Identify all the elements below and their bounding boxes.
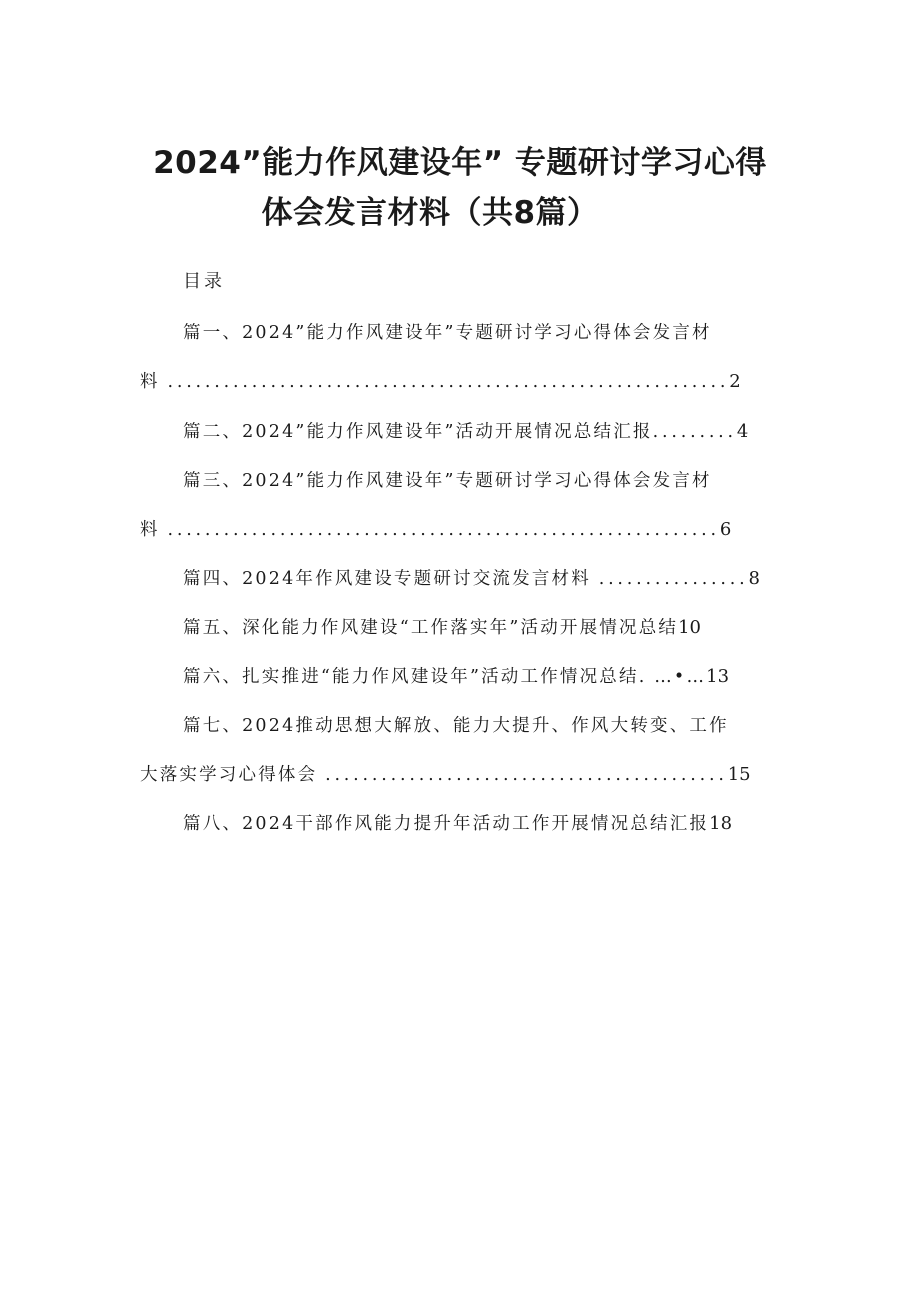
toc-entry-7-text: 大落实学习心得体会: [140, 765, 318, 785]
toc-entry-2-page: 4: [736, 421, 749, 442]
toc-entry-1-page: 2: [729, 371, 741, 392]
document-title: [0, 138, 920, 238]
toc-entry-4-page: 8: [748, 568, 760, 589]
toc-entry-4-text: 篇四、2024年作风建设专题研讨交流发言材料: [183, 569, 591, 589]
toc-entry-6-page: 13: [706, 666, 730, 687]
toc-entry-5-text: 篇五、深化能力作风建设“工作落实年”活动开展情况总结: [183, 618, 679, 638]
toc-entry-7-leader: ...........................................: [325, 765, 728, 785]
toc-entry-2-leader: .........: [652, 422, 737, 442]
toc-entry-4-leader: ................: [598, 569, 749, 589]
toc-entry-1-line2[interactable]: [140, 368, 741, 396]
toc-entry-1-line1[interactable]: 篇一、2024”能力作风建设年”专题研讨学习心得体会发言材: [183, 323, 712, 343]
toc-entry-5[interactable]: [183, 614, 701, 642]
toc-entry-3-page: 6: [719, 519, 732, 540]
toc-entry-1-leader: ............................................................: [167, 372, 730, 392]
toc-entry-8[interactable]: [183, 810, 732, 838]
toc-entry-6-leader: …•…: [654, 667, 707, 687]
toc-entry-8-page: 18: [709, 813, 733, 834]
toc-entry-1-text: 料: [140, 372, 160, 392]
toc-entry-5-page: 10: [678, 617, 701, 638]
toc-entry-3-line1[interactable]: 篇三、2024”能力作风建设年”专题研讨学习心得体会发言材: [183, 471, 712, 491]
title-line-2: 体会发言材料（共8篇）: [261, 195, 599, 231]
toc-entry-3-text: 料: [140, 520, 160, 540]
toc-entry-8-text: 篇八、2024干部作风能力提升年活动工作开展情况总结汇报: [183, 814, 710, 834]
toc-entry-7-page: 15: [727, 764, 751, 785]
toc-entry-3-line2[interactable]: [140, 516, 731, 544]
toc-heading: 目录: [183, 271, 225, 292]
toc-entry-7-line1[interactable]: 篇七、2024推动思想大解放、能力大提升、作风大转变、工作: [183, 716, 729, 736]
toc-entry-6[interactable]: [183, 663, 729, 691]
toc-entry-2-text: 篇二、2024”能力作风建设年”活动开展情况总结汇报: [183, 422, 653, 442]
title-line-1: 2024”能力作风建设年” 专题研讨学习心得: [153, 145, 767, 181]
toc-entry-6-text: 篇六、扎实推进“能力作风建设年”活动工作情况总结.: [183, 667, 647, 687]
toc-entry-4[interactable]: [183, 565, 760, 593]
toc-entry-7-line2[interactable]: [140, 761, 751, 789]
toc-entry-3-leader: ...........................................................: [167, 520, 720, 540]
toc-entry-2[interactable]: [183, 418, 748, 446]
